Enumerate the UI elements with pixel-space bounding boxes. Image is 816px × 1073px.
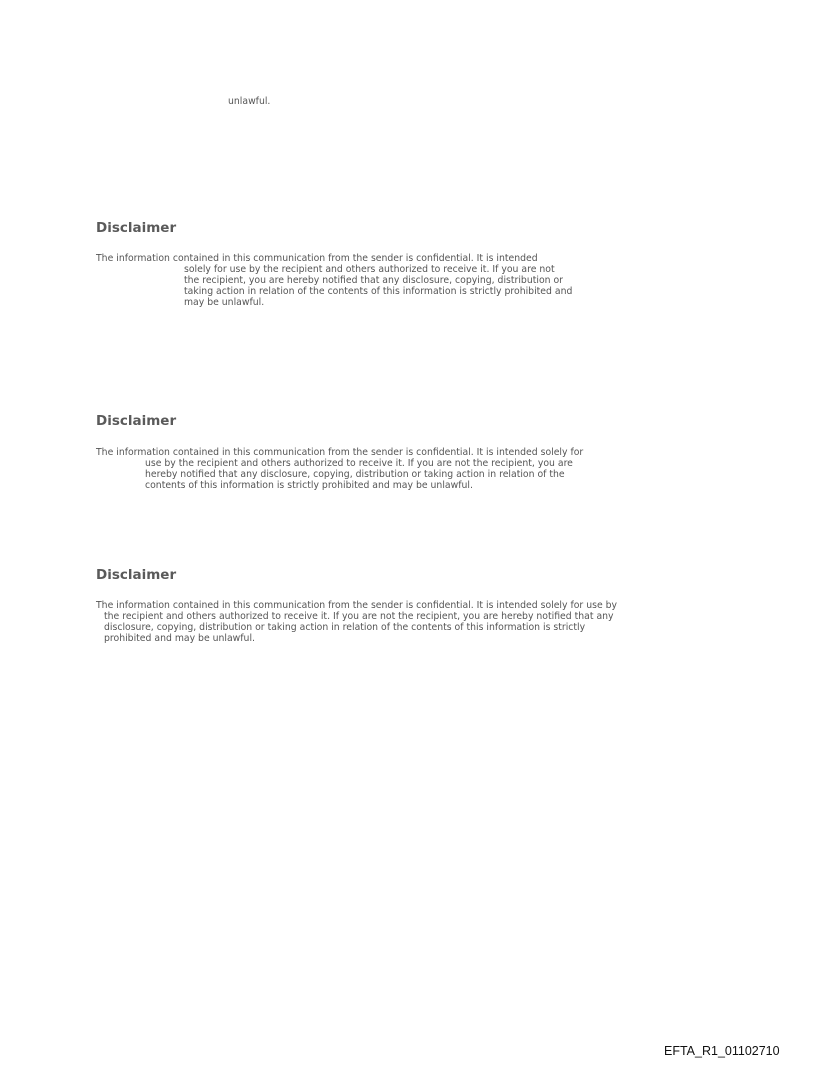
disclaimer-heading: Disclaimer — [96, 413, 177, 429]
disclaimer-line: taking action in relation of the contents of this information is strictly prohibited and — [184, 286, 573, 297]
disclaimer-line: The information contained in this communication from the sender is confidential. It is intended solely for use by — [96, 600, 618, 611]
disclaimer-line: may be unlawful. — [184, 297, 265, 308]
disclaimer-line: disclosure, copying, distribution or taking action in relation of the contents of this information is strictly — [104, 622, 586, 633]
disclaimer-line: the recipient, you are hereby notified that any disclosure, copying, distribution or — [184, 275, 563, 286]
disclaimer-line: use by the recipient and others authorized to receive it. If you are not the recipient, you are — [145, 458, 573, 469]
disclaimer-heading: Disclaimer — [96, 220, 177, 236]
disclaimer-line: hereby notified that any disclosure, copying, distribution or taking action in relation of the — [145, 469, 565, 480]
disclaimer-heading: Disclaimer — [96, 567, 177, 583]
disclaimer-line: contents of this information is strictly prohibited and may be unlawful. — [145, 480, 473, 491]
disclaimer-line: solely for use by the recipient and others authorized to receive it. If you are not — [184, 264, 555, 275]
disclaimer-line: the recipient and others authorized to receive it. If you are not the recipient, you are hereby notified that any — [104, 611, 614, 622]
disclaimer-line: The information contained in this communication from the sender is confidential. It is intended solely for — [96, 447, 584, 458]
disclaimer-line: prohibited and may be unlawful. — [104, 633, 255, 644]
document-id: EFTA_R1_01102710 — [664, 1044, 780, 1058]
disclaimer-line: The information contained in this communication from the sender is confidential. It is intended — [96, 253, 538, 264]
fragment-text: unlawful. — [228, 96, 271, 107]
